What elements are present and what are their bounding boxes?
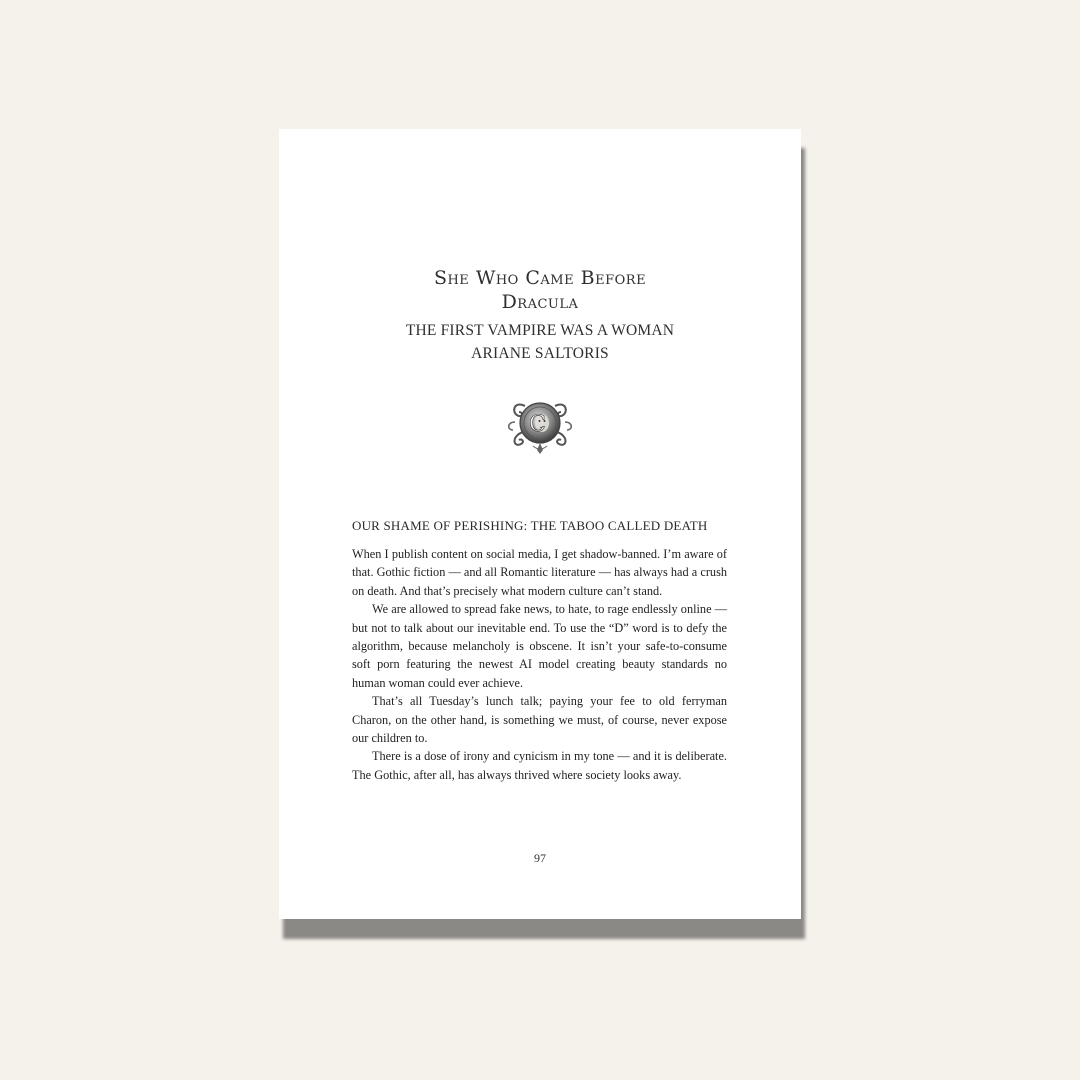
book-subtitle-block — [279, 319, 801, 365]
paragraph: When I publish content on social media, I get shadow-banned. I’m aware of that. Gothic fiction — and all Romantic literature — has always had a crush on death. And that’s precisely what modern culture can’t stand. — [352, 547, 727, 598]
book-author: ARIANE SALTORIS — [471, 345, 609, 362]
paragraph: We are allowed to spread fake news, to hate, to rage endlessly online — but not to talk about our inevitable end. To use the “D” word is to defy the algorithm, because melancholy is obscene. It isn’t your safe-to-consume soft porn featuring the newest AI model creating beauty standards no human woman could ever achieve. — [352, 602, 727, 690]
book-subtitle: THE FIRST VAMPIRE WAS A WOMAN — [405, 322, 675, 339]
body-text — [352, 545, 727, 784]
book-page — [279, 129, 801, 919]
ornament-letter: C — [529, 412, 546, 437]
medusa-medallion-icon — [505, 392, 575, 458]
paragraph: That’s all Tuesday’s lunch talk; paying your fee to old ferryman Charon, on the other hand, is something we must, of course, never expose our children to. — [352, 694, 727, 746]
book-title — [279, 266, 801, 314]
paragraph: There is a dose of irony and cynicism in my tone — and it is deliberate. The Gothic, after all, has always thrived where society looks away. — [352, 749, 727, 782]
page-number: 97 — [534, 851, 546, 865]
book-title-line-2: Dracula — [501, 291, 579, 313]
book-title-line-1: She Who Came Before — [433, 267, 647, 289]
chapter-heading: OUR SHAME OF PERISHING: THE TABOO CALLED DEATH — [352, 518, 708, 533]
